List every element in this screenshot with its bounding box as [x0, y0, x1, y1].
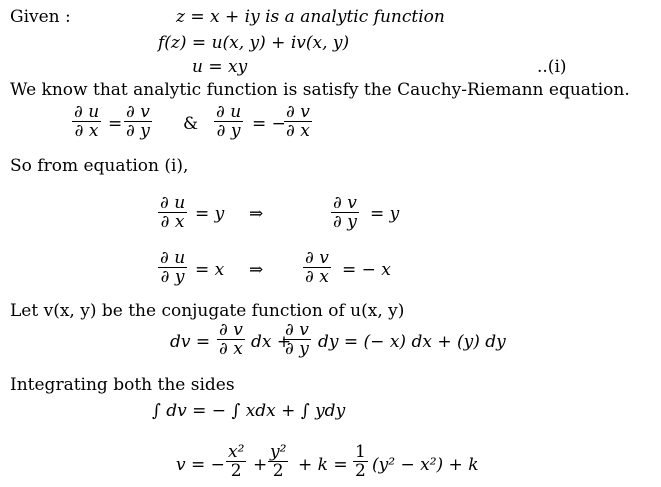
- implies-arrow: ⇒: [249, 260, 264, 280]
- implies-arrow: ⇒: [249, 204, 264, 224]
- integrating-line: Integrating both the sides: [10, 375, 235, 395]
- fraction-numerator: ∂ v: [285, 320, 309, 340]
- fraction-numerator: ∂ u: [216, 102, 242, 122]
- fraction-denominator: ∂ x: [219, 339, 243, 359]
- final-tail: (y² − x²) + k: [372, 455, 479, 475]
- rhs-equals-y: = y: [195, 204, 225, 224]
- fraction-dv-dx: [284, 104, 312, 139]
- fraction-denominator: 2: [230, 461, 242, 481]
- rhs-equals-y: = y: [370, 204, 400, 224]
- equals-sign: =: [108, 114, 123, 134]
- fraction-numerator: ∂ v: [305, 248, 329, 268]
- fraction-denominator: ∂ y: [160, 267, 185, 287]
- given-label: Given :: [10, 7, 71, 27]
- fraction-du-dy: [158, 250, 187, 285]
- fraction-dv-dx: [303, 250, 331, 285]
- final-lhs: v = −: [176, 455, 225, 475]
- equation-f: f(z) = u(x, y) + iv(x, y): [158, 33, 350, 53]
- so-from-equation: So from equation (i),: [10, 156, 189, 176]
- fraction-dv-dy: [331, 195, 359, 230]
- fraction-denominator: ∂ y: [216, 121, 241, 141]
- fraction-dv-dy: [283, 322, 311, 357]
- fraction-numerator: ∂ v: [126, 102, 150, 122]
- fraction-numerator: ∂ u: [160, 193, 186, 213]
- fraction-numerator: ∂ u: [74, 102, 100, 122]
- fraction-denominator: ∂ y: [333, 212, 357, 232]
- cauchy-riemann-statement: We know that analytic function is satisfy the Cauchy-Riemann equation.: [10, 80, 630, 100]
- rhs-equals-x: = x: [195, 260, 225, 280]
- dv-term-dx: dx +: [251, 332, 292, 352]
- fraction-dv-dy: [124, 104, 152, 139]
- dv-term-dy: dy = (− x) dx + (y) dy: [318, 332, 506, 352]
- equation-reference: ..(i): [537, 57, 567, 77]
- fraction-denominator: ∂ x: [160, 212, 185, 232]
- rhs-equals-minus-x: = − x: [342, 260, 391, 280]
- fraction-numerator: ∂ v: [333, 193, 357, 213]
- fraction-one-half: [353, 444, 368, 479]
- fraction-numerator: 1: [355, 442, 366, 462]
- let-conjugate-line: Let v(x, y) be the conjugate function of u(x, y): [10, 301, 405, 321]
- fraction-numerator: ∂ v: [286, 102, 310, 122]
- fraction-denominator: ∂ y: [285, 339, 309, 359]
- equation-u: u = xy: [192, 57, 248, 77]
- fraction-denominator: ∂ x: [286, 121, 310, 141]
- ampersand: &: [183, 114, 199, 134]
- plus-k-equals: + k =: [298, 455, 348, 475]
- fraction-denominator: 2: [355, 461, 366, 481]
- plus-sign: +: [253, 455, 268, 475]
- equals-minus: = −: [252, 114, 286, 134]
- fraction-numerator: x²: [228, 442, 245, 462]
- fraction-numerator: ∂ v: [219, 320, 243, 340]
- fraction-numerator: ∂ u: [160, 248, 186, 268]
- fraction-du-dy: [214, 104, 243, 139]
- fraction-denominator: 2: [272, 461, 284, 481]
- fraction-du-dx: [72, 104, 101, 139]
- equation-z: z = x + iy is a analytic function: [176, 7, 445, 27]
- fraction-x2-over-2: [226, 444, 246, 479]
- integral-equation: ∫ dv = − ∫ xdx + ∫ ydy: [152, 401, 346, 421]
- fraction-dv-dx: [217, 322, 245, 357]
- fraction-denominator: ∂ y: [126, 121, 150, 141]
- fraction-denominator: ∂ x: [305, 267, 329, 287]
- fraction-denominator: ∂ x: [74, 121, 99, 141]
- fraction-numerator: y²: [270, 442, 287, 462]
- fraction-du-dx: [158, 195, 187, 230]
- dv-lhs: dv =: [170, 332, 211, 352]
- fraction-y2-over-2: [268, 444, 288, 479]
